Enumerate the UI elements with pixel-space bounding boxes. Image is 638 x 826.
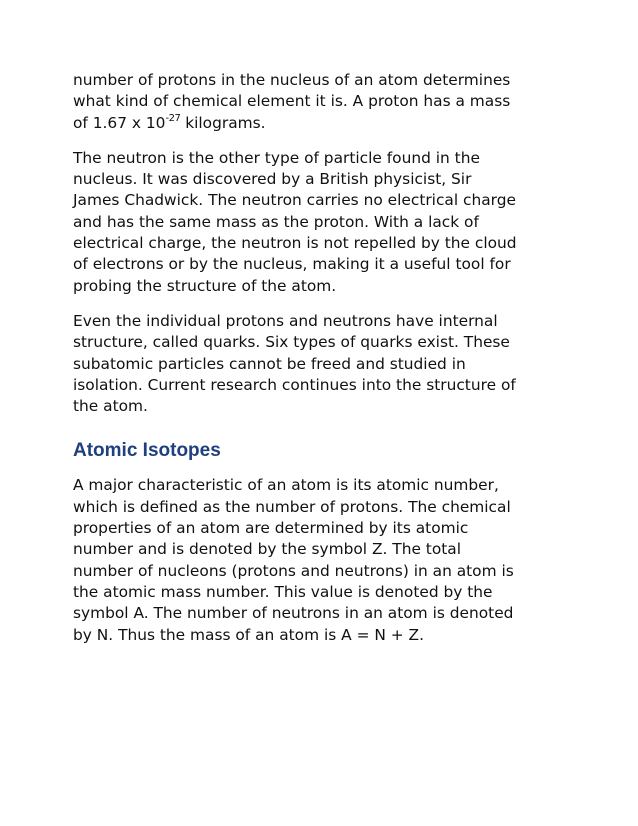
section-heading: Atomic Isotopes [73, 440, 221, 462]
text-fragment: of 1.67 x 10 [73, 113, 166, 132]
paragraph-neutron: The neutron is the other type of particle found in the nucleus. It was discovered by a British physicist, Sir James Chadwick. The neutron carries no electrical charge and has the same mass as the proton. With a lack of electrical charge, the neutron is not repelled by the cloud of electrons or by the nucleus, making it a useful tool for probing the structure of the atom. [73, 148, 517, 295]
text-fragment: kilograms. [180, 113, 266, 132]
document-page [73, 70, 573, 660]
text-line: what kind of chemical element it is. A proton has a mass [73, 92, 511, 111]
text-line-with-exponent [73, 113, 573, 134]
paragraph-atomic-number: A major characteristic of an atom is its atomic number, which is defined as the number of protons. The chemical properties of an atom are determined by its atomic number and is denoted by the symbol Z. The total number of nucleons (protons and neutrons) in an atom is the atomic mass number. This value is denoted by the symbol A. The number of neutrons in an atom is denoted by N. Thus the mass of an atom is A = N + Z. [73, 476, 514, 644]
paragraph-protons [73, 70, 573, 134]
text-line: number of protons in the nucleus of an atom determines [73, 71, 511, 89]
superscript-exponent: -27 [165, 112, 181, 124]
paragraph-quarks: Even the individual protons and neutrons have internal structure, called quarks. Six types of quarks exist. These subatomic particles cannot be freed and studied in isolation. Current research continues into the structure of the atom. [73, 311, 516, 416]
